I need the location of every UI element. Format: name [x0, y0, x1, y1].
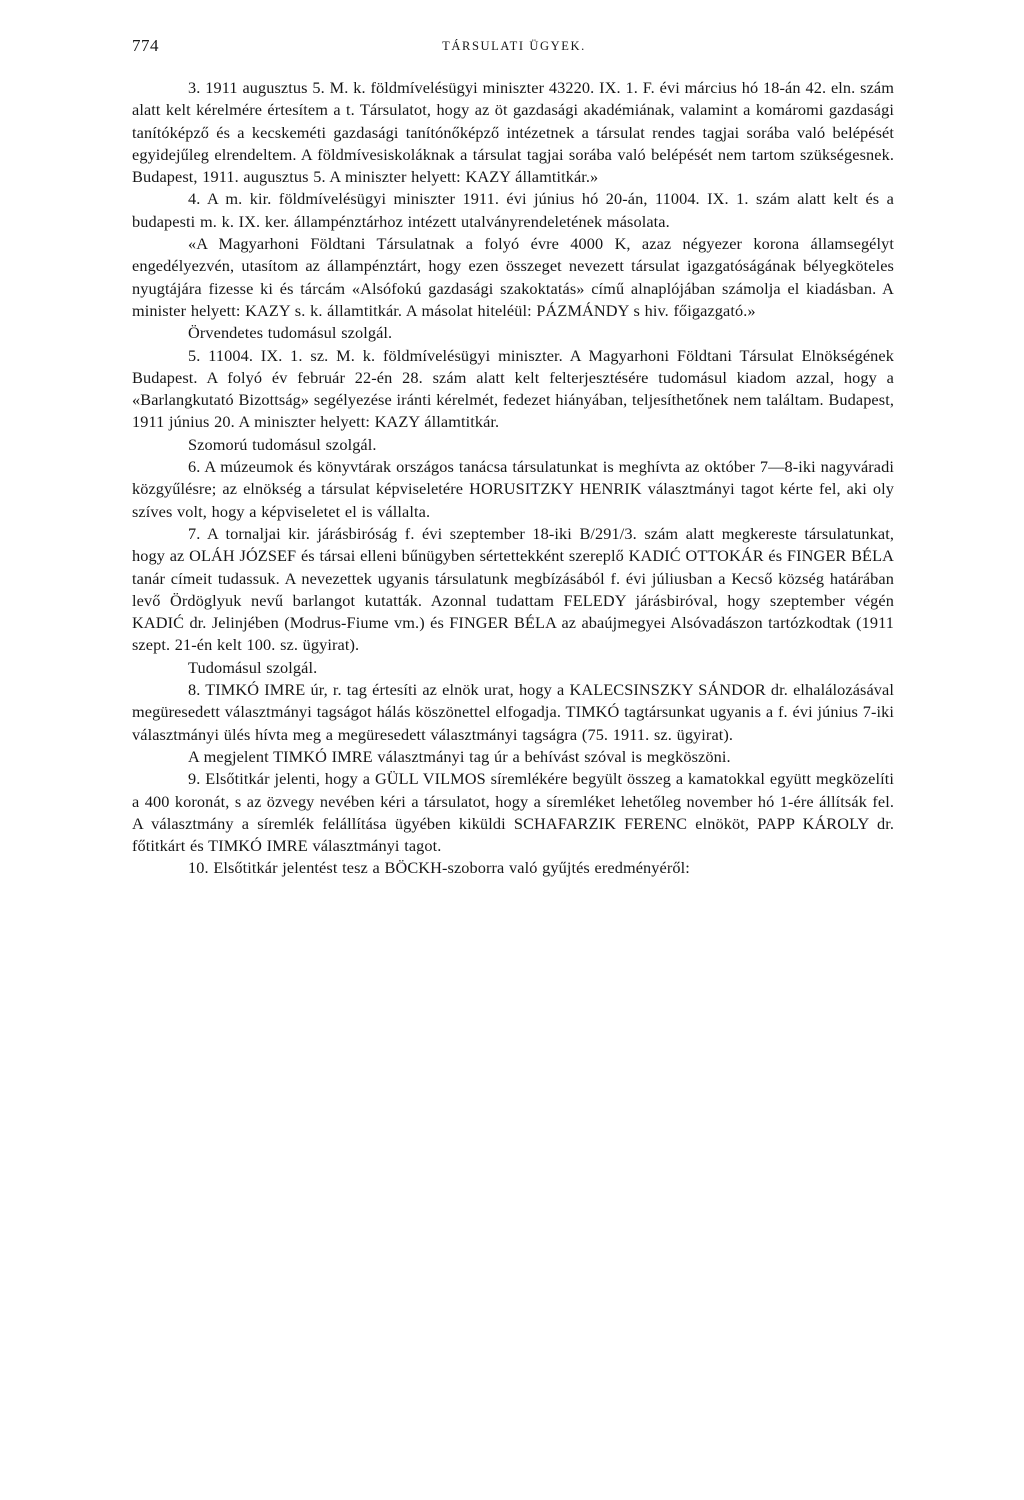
page-header [132, 36, 896, 60]
body-text [132, 77, 894, 880]
paragraph-item-3: 3. 1911 augusztus 5. M. k. földmívelésügyi miniszter 43220. IX. 1. F. évi március hó 18-án 42. eln. szám alatt kelt kérelmére értesítem a t. Társulatot, hogy az öt gazdasági akadémiának, valamint a komáromi gazdasági tanítóképző és a kecskeméti gazdasági tanítónőképző intézetnek a társulat rendes tagjai sorába való belépését egyidejűleg elrendeltem. A földmívesiskoláknak a társulat tagjai sorába való belépését nem tartom szükségesnek. Budapest, 1911. augusztus 5. A miniszter helyett: KAZY államtitkár.» [132, 78, 894, 187]
paragraph-item-4: 4. A m. kir. földmívelésügyi miniszter 1911. évi június hó 20-án, 11004. IX. 1. szám alatt kelt és a budapesti m. k. IX. ker. állampénztárhoz intézett utalványrendeletének másolata. [132, 189, 894, 231]
paragraph-item-9: 9. Elsőtitkár jelenti, hogy a GÜLL VILMOS síremlékére begyült összeg a kamatokkal együtt megközelíti a 400 koronát, s az özvegy nevében kéri a társulatot, hogy a síremléket lehetőleg november hó 1-ére állítsák fel. A választmány a síremlék felállítása ügyében kiküldi SCHAFARZIK FERENC elnököt, PAPP KÁROLY dr. főtitkárt és TIMKÓ IMRE választmányi tagot. [132, 769, 894, 856]
paragraph-item-5: 5. 11004. IX. 1. sz. M. k. földmívelésügyi miniszter. A Magyarhoni Földtani Társulat Elnökségének Budapest. A folyó év február 22-én 28. szám alatt kelt felterjesztésére tudomásul kiadom azzal, hogy a «Barlangkutató Bizottság» segélyezése iránti kérelmét, fedezet hiányában, teljesíthetőnek nem találtam. Budapest, 1911 június 20. A miniszter helyett: KAZY államtitkár. [132, 345, 894, 432]
paragraph-note: Tudomásul szolgál. [188, 657, 318, 677]
paragraph-item-6: 6. A múzeumok és könyvtárak országos tanácsa társulatunkat is meghívta az október 7—8-iki nagyváradi közgyűlésre; az elnökség a társulat képviseletére HORUSITZKY HENRIK választmányi tagot kérte fel, aki oly szíves volt, hogy a képviseletet el is vállalta. [132, 457, 894, 521]
paragraph-quote: «A Magyarhoni Földtani Társulatnak a folyó évre 4000 K, azaz négyezer korona államsegélyt engedélyezvén, utasítom az állampénztárt, hogy ezen összeget nevezett társulat igazgatóságának bélyegköteles nyugtájára fizesse ki és tárcám «Alsófokú gazdasági szakoktatás» című alnaplójában számolja el kiadásban. A minister helyett: KAZY s. k. államtitkár. A másolat hiteléül: PÁZMÁNDY s hiv. főigazgató.» [132, 234, 894, 320]
running-head: TÁRSULATI ÜGYEK. [442, 39, 586, 53]
paragraph-item-10: 10. Elsőtitkár jelentést tesz a BÖCKH-szoborra való gyűjtés eredményéről: [188, 858, 690, 878]
paragraph-note: Örvendetes tudomásul szolgál. [188, 323, 393, 343]
paragraph-note: Szomorú tudomásul szolgál. [188, 434, 377, 454]
paragraph-item-7: 7. A tornaljai kir. járásbiróság f. évi szeptember 18-iki B/291/3. szám alatt megkereste társulatunkat, hogy az OLÁH JÓZSEF és társai elleni bűnügyben sértettekként szereplő KADIĆ OTTOKÁR és FINGER BÉLA tanár címeit tudassuk. A nevezettek ugyanis társulatunk megbízásából f. évi júliusban a Kecső község határában levő Ördöglyuk nevű barlangot kutatták. Azonnal tudattam FELEDY járásbiróval, hogy szeptember végén KADIĆ dr. Jelinjében (Modrus-Fiume vm.) és FINGER BÉLA az abaújmegyei Alsóvadászon tartózkodtak (1911 szept. 21-én kelt 100. sz. ügyirat). [132, 523, 894, 655]
paragraph-note: A megjelent TIMKÓ IMRE választmányi tag úr a behívást szóval is megköszöni. [188, 746, 731, 766]
page-number: 774 [132, 36, 159, 55]
paragraph-item-8: 8. TIMKÓ IMRE úr, r. tag értesíti az elnök urat, hogy a KALECSINSZKY SÁNDOR dr. elhalálozásával megüresedett választmányi tagságot hálás köszönettel elfogadja. TIMKÓ tagtársunkat ugyanis a f. évi június 7-iki választmányi ülés hívta meg a megüresedett választmányi tagságra (75. 1911. sz. ügyirat). [132, 680, 894, 744]
